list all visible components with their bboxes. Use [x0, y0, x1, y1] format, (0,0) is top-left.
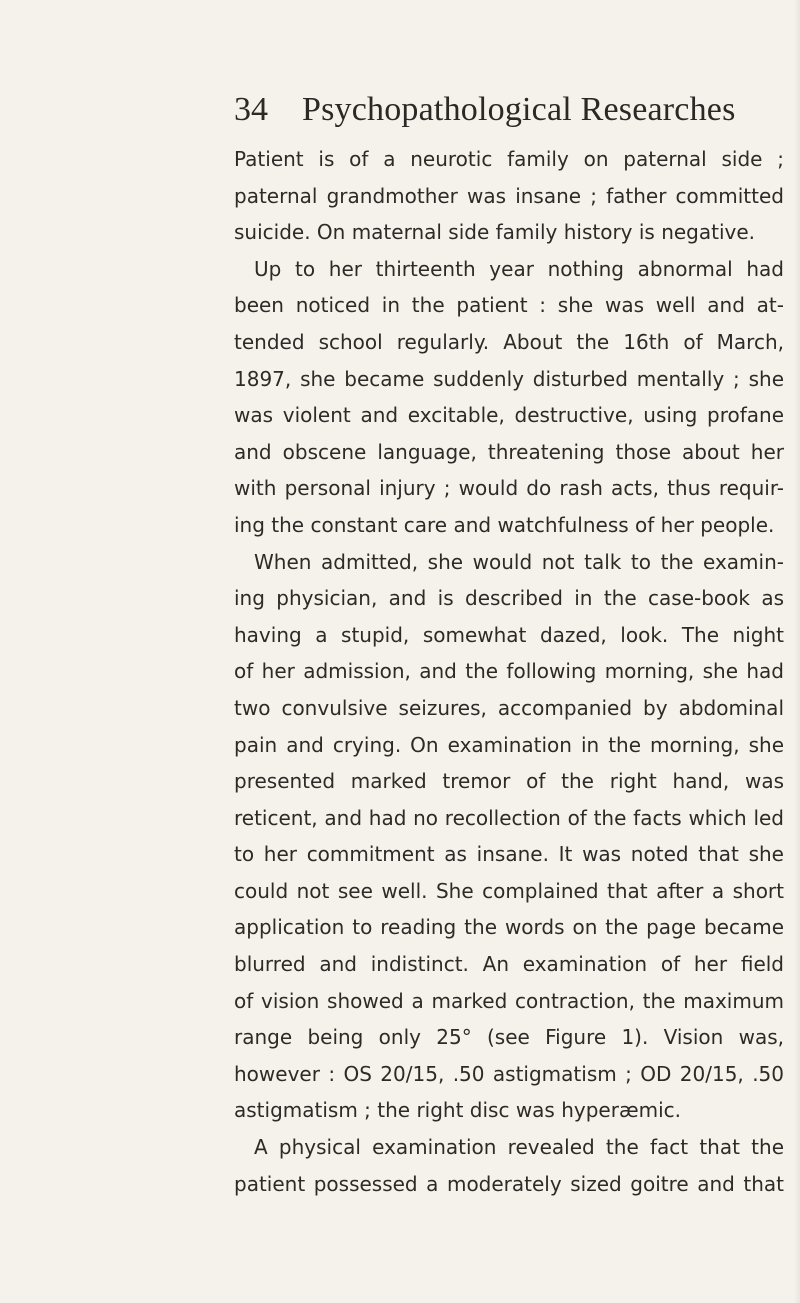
text-line: presented marked tremor of the right hand, was [234, 769, 784, 794]
text-line: however : OS 20/15, .50 astigmatism ; OD 20/15, .50 [234, 1061, 784, 1086]
text-line: with personal injury ; would do rash acts, thus requir- [234, 476, 784, 501]
text-line: A physical examination revealed the fact that the [254, 1135, 784, 1160]
running-title: Psychopathological Researches [302, 91, 736, 128]
text-line: to her commitment as insane. It was noted that she [234, 842, 784, 867]
text-line: of her admission, and the following morning, she had [234, 659, 784, 684]
text-line: been noticed in the patient : she was well and at- [234, 293, 784, 318]
text-line: Patient is of a neurotic family on paternal side ; [234, 147, 784, 171]
text-line: range being only 25° (see Figure 1). Vision was, [234, 1025, 784, 1050]
running-head [234, 88, 736, 132]
page-number: 34 [234, 91, 268, 128]
text-line: of vision showed a marked contraction, the maximum [234, 988, 784, 1013]
text-line: having a stupid, somewhat dazed, look. The night [234, 622, 784, 647]
text-line: was violent and excitable, destructive, using profane [234, 403, 784, 428]
text-line: Up to her thirteenth year nothing abnormal had [254, 256, 784, 281]
text-line: 1897, she became suddenly disturbed mentally ; she [234, 366, 784, 391]
text-line: could not see well. She complained that after a short [234, 878, 784, 903]
text-line: suicide. On maternal side family history is negative. [234, 220, 756, 245]
text-line: blurred and indistinct. An examination of her field [234, 952, 784, 977]
text-line: reticent, and had no recollection of the facts which led [234, 805, 784, 830]
text-line: ing the constant care and watchfulness of her people. [234, 512, 775, 537]
text-line: ing physician, and is described in the case-book as [234, 586, 784, 611]
text-line: application to reading the words on the page became [234, 915, 784, 940]
text-line: two convulsive seizures, accompanied by abdominal [234, 695, 784, 720]
body-text [234, 141, 784, 1202]
text-line: pain and crying. On examination in the morning, she [234, 732, 784, 757]
text-line: When admitted, she would not talk to the examin- [254, 549, 784, 574]
text-line: astigmatism ; the right disc was hyperæmic. [234, 1098, 681, 1123]
page-edge-shadow [794, 0, 800, 1303]
text-line: and obscene language, threatening those about her [234, 439, 784, 464]
text-line: paternal grandmother was insane ; father committed [234, 183, 784, 208]
text-line: tended school regularly. About the 16th of March, [234, 329, 784, 354]
text-line: patient possessed a moderately sized goitre and that [234, 1171, 784, 1196]
